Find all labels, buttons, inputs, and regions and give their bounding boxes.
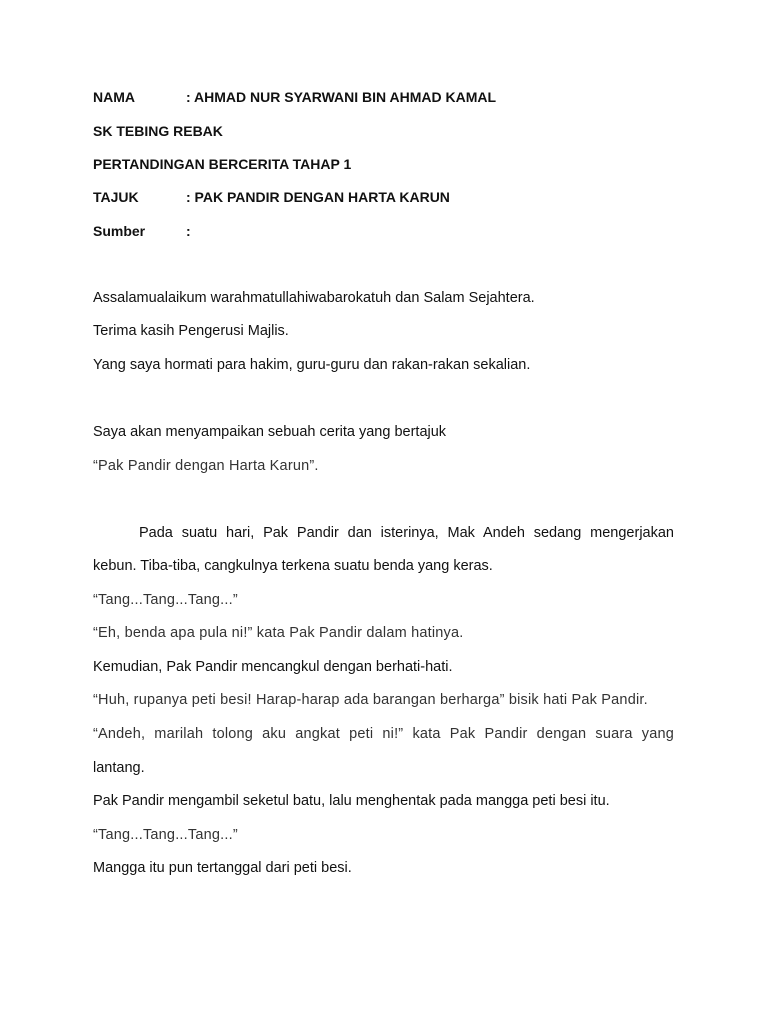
quote-andeh-line-2: lantang. [93, 760, 145, 776]
intro-text: Saya akan menyampaikan sebuah cerita yang bertajuk [93, 424, 447, 440]
sumber-value: : [186, 223, 191, 239]
quote-eh: “Eh, benda apa pula ni!” kata Pak Pandir dalam hatinya. [93, 625, 464, 641]
kemudian-text: Kemudian, Pak Pandir mencangkul dengan berhati-hati. [93, 659, 453, 675]
paragraph-1-line-2: kebun. Tiba-tiba, cangkulnya terkena suatu benda yang keras. [93, 558, 493, 574]
school-name: SK TEBING REBAK [93, 123, 223, 139]
quote-tang-1: “Tang...Tang...Tang...” [93, 592, 238, 608]
tajuk-row [93, 188, 450, 206]
quote-huh: “Huh, rupanya peti besi! Harap-harap ada barangan berharga” bisik hati Pak Pandir. [93, 692, 648, 708]
tajuk-label: TAJUK [93, 189, 139, 205]
greeting-text: Assalamualaikum warahmatullahiwabarokatuh dan Salam Sejahtera. [93, 290, 535, 306]
quote-andeh-line-1: “Andeh, marilah tolong aku angkat peti ni!” kata Pak Pandir dengan suara yang [93, 726, 674, 742]
mangga-text: Mangga itu pun tertanggal dari peti besi. [93, 860, 352, 876]
quote-tang-2: “Tang...Tang...Tang...” [93, 827, 238, 843]
tajuk-value: : PAK PANDIR DENGAN HARTA KARUN [186, 189, 450, 205]
batu-text: Pak Pandir mengambil seketul batu, lalu menghentak pada mangga peti besi itu. [93, 793, 610, 809]
nama-label: NAMA [93, 89, 135, 105]
nama-row [93, 88, 496, 106]
competition-title: PERTANDINGAN BERCERITA TAHAP 1 [93, 156, 352, 172]
story-title: “Pak Pandir dengan Harta Karun”. [93, 458, 319, 474]
respect-text: Yang saya hormati para hakim, guru-guru dan rakan-rakan sekalian. [93, 357, 531, 373]
paragraph-1-line-1: Pada suatu hari, Pak Pandir dan isterinya, Mak Andeh sedang mengerjakan [139, 525, 674, 541]
thanks-text: Terima kasih Pengerusi Majlis. [93, 323, 289, 339]
sumber-row [93, 222, 191, 240]
nama-value: : AHMAD NUR SYARWANI BIN AHMAD KAMAL [186, 89, 497, 105]
sumber-label: Sumber [93, 223, 146, 239]
